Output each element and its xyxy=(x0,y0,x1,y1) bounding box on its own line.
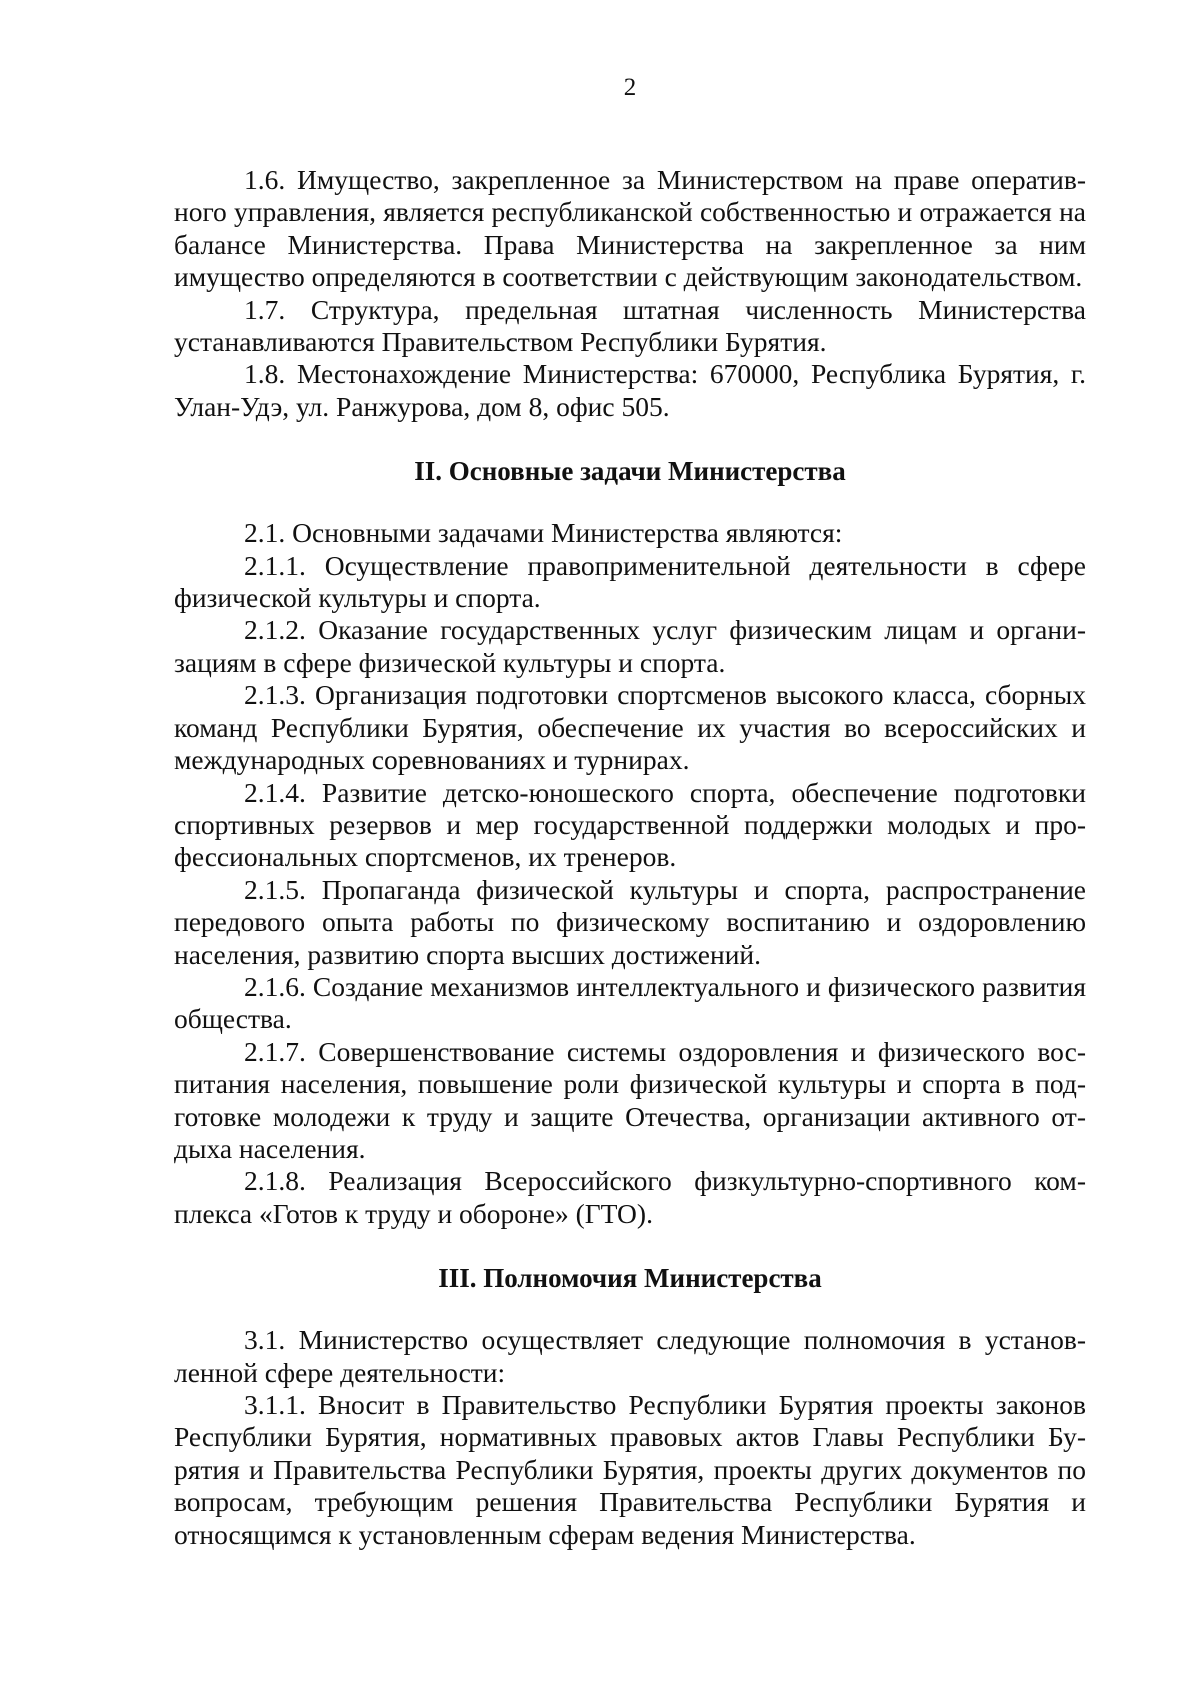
section-heading-powers: III. Полномочия Министерства xyxy=(438,1263,822,1294)
paragraph-1-8: 1.8. Местонахождение Министерства: 670000, Республика Бурятия, г. Улан-Удэ, ул. Ранжурова, дом 8, офис 505. xyxy=(174,358,1086,422)
paragraph-3-1-1: 3.1.1. Вносит в Правительство Республики Бурятия проекты законов Республики Бурятия, нормативных правовых актов Главы Республики Бурятия и Правительства Республики Бурятия, проекты других документов по вопросам, требующим решения Правительства Республики Бурятия и относящимся к установленным сферам ведения Министерства. xyxy=(174,1389,1086,1550)
paragraph-2-1-4: 2.1.4. Развитие детско-юношеского спорта, обеспечение подготовки спортивных резервов и мер государственной поддержки молодых и профессиональных спортсменов, их тренеров. xyxy=(174,776,1086,873)
paragraph-1-7: 1.7. Структура, предельная штатная численность Министерства устанавливаются Правительством Республики Бурятия. xyxy=(174,293,1086,358)
paragraph-2-1-5: 2.1.5. Пропаганда физической культуры и спорта, распространение передового опыта работы по физическому воспитанию и оздоровлению населения, развитию спорта высших достижений. xyxy=(174,873,1086,970)
paragraph-2-1-1: 2.1.1. Осуществление правоприменительной деятельности в сфере физической культуры и спорта. xyxy=(174,549,1086,614)
paragraph-2-1-7: 2.1.7. Совершенствование системы оздоровления и физического воспитания населения, повышение роли физической культуры и спорта в подготовке молодежи к труду и защите Отечества, организации активного отдыха населения. xyxy=(174,1035,1086,1164)
page-number: 2 xyxy=(623,74,637,101)
section-heading-tasks: II. Основные задачи Министерства xyxy=(414,456,846,487)
paragraph-2-1-8: 2.1.8. Реализация Всероссийского физкультурно-спортивного комплекса «Готов к труду и обороне» (ГТО). xyxy=(174,1165,1086,1229)
paragraph-2-1-2: 2.1.2. Оказание государственных услуг физическим лицам и организациям в сфере физической культуры и спорта. xyxy=(174,614,1086,678)
paragraph-2-1-6: 2.1.6. Создание механизмов интеллектуального и физического развития общества. xyxy=(174,970,1086,1035)
paragraph-1-6: 1.6. Имущество, закрепленное за Министерством на праве оперативного управления, является республиканской собственностью и отражается на балансе Министерства. Права Министерства на закрепленное за ним имущество определяются в соответствии с действующим законодательством. xyxy=(174,164,1086,293)
paragraph-2-1-3: 2.1.3. Организация подготовки спортсменов высокого класса, сборных команд Республики Бурятия, обеспечение их участия во всероссийских и международных соревнованиях и турнирах. xyxy=(174,679,1086,776)
paragraph-2-1: 2.1. Основными задачами Министерства являются: xyxy=(244,517,843,549)
paragraph-3-1: 3.1. Министерство осуществляет следующие полномочия в установленной сфере деятельности: xyxy=(174,1324,1086,1388)
